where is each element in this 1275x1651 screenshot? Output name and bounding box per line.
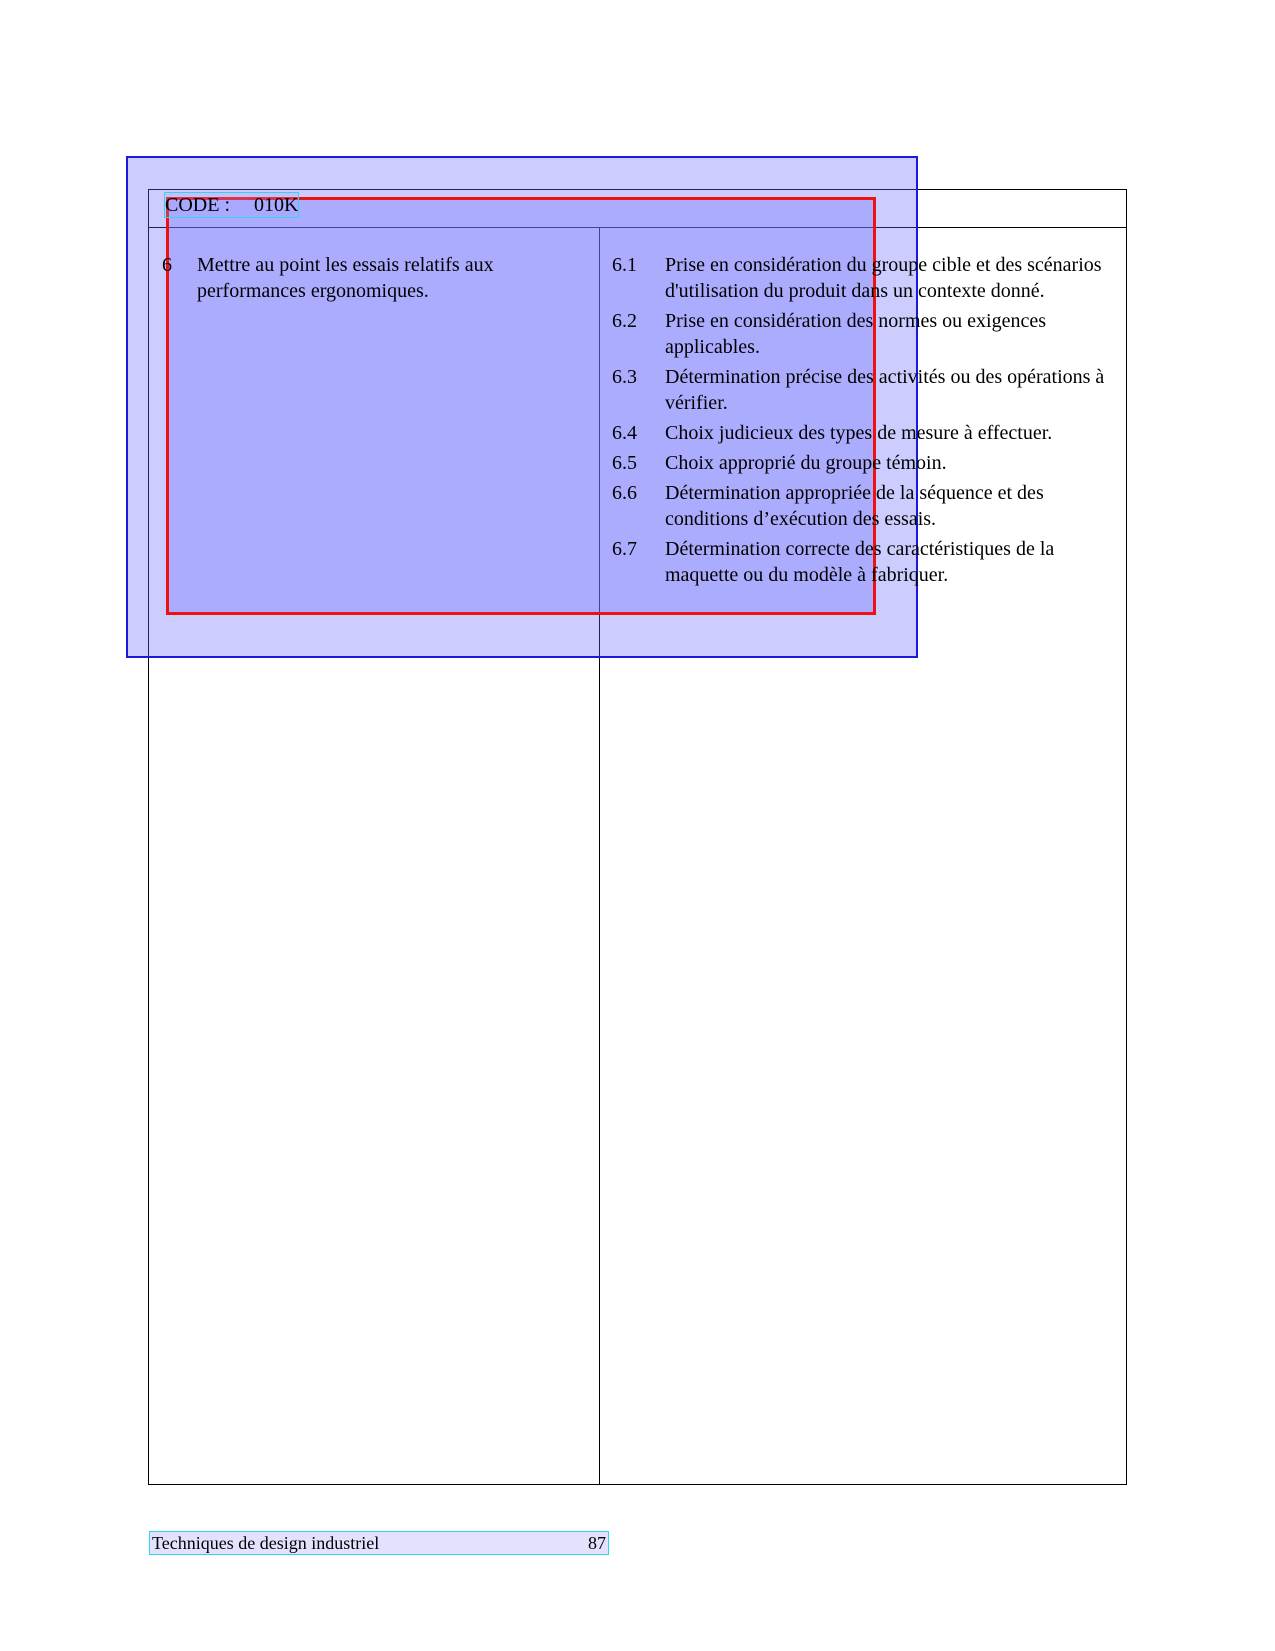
criterion-number: 6.5 (612, 452, 637, 474)
competency-text: Mettre au point les essais relatifs aux performances ergonomiques. (197, 254, 494, 302)
competency-statement (162, 252, 592, 304)
criterion-text: Détermination correcte des caractéristiques de la maquette ou du modèle à fabriquer. (665, 538, 1055, 586)
criterion-number: 6.6 (612, 482, 637, 504)
criterion-item (612, 252, 1112, 304)
criterion-text: Prise en considération des normes ou exigences applicables. (665, 310, 1047, 358)
criterion-item (612, 536, 1112, 588)
footer-title: Techniques de design industriel (152, 1533, 380, 1553)
competency-number: 6 (162, 254, 172, 276)
page-number: 87 (588, 1533, 606, 1553)
criterion-text: Détermination précise des activités ou des opérations à vérifier. (665, 366, 1105, 414)
performance-criteria-list (612, 252, 1112, 592)
criterion-item (612, 480, 1112, 532)
criterion-number: 6.7 (612, 538, 637, 560)
criterion-text: Choix approprié du groupe témoin. (665, 452, 947, 474)
criterion-item (612, 308, 1112, 360)
criterion-number: 6.1 (612, 254, 637, 276)
code-line (165, 193, 298, 217)
criterion-number: 6.2 (612, 310, 637, 332)
criterion-item (612, 364, 1112, 416)
criterion-text: Détermination appropriée de la séquence et des conditions d’exécution des essais. (665, 482, 1044, 530)
code-value: 010K (254, 194, 299, 216)
criterion-text: Choix judicieux des types de mesure à effectuer. (665, 422, 1053, 444)
criterion-item (612, 450, 1112, 476)
criterion-number: 6.4 (612, 422, 637, 444)
page-footer (150, 1532, 608, 1554)
code-label: CODE : (165, 194, 230, 216)
criterion-number: 6.3 (612, 366, 637, 388)
criterion-item (612, 420, 1112, 446)
criterion-text: Prise en considération du groupe cible et des scénarios d'utilisation du produit dans un contexte donné. (665, 254, 1102, 302)
